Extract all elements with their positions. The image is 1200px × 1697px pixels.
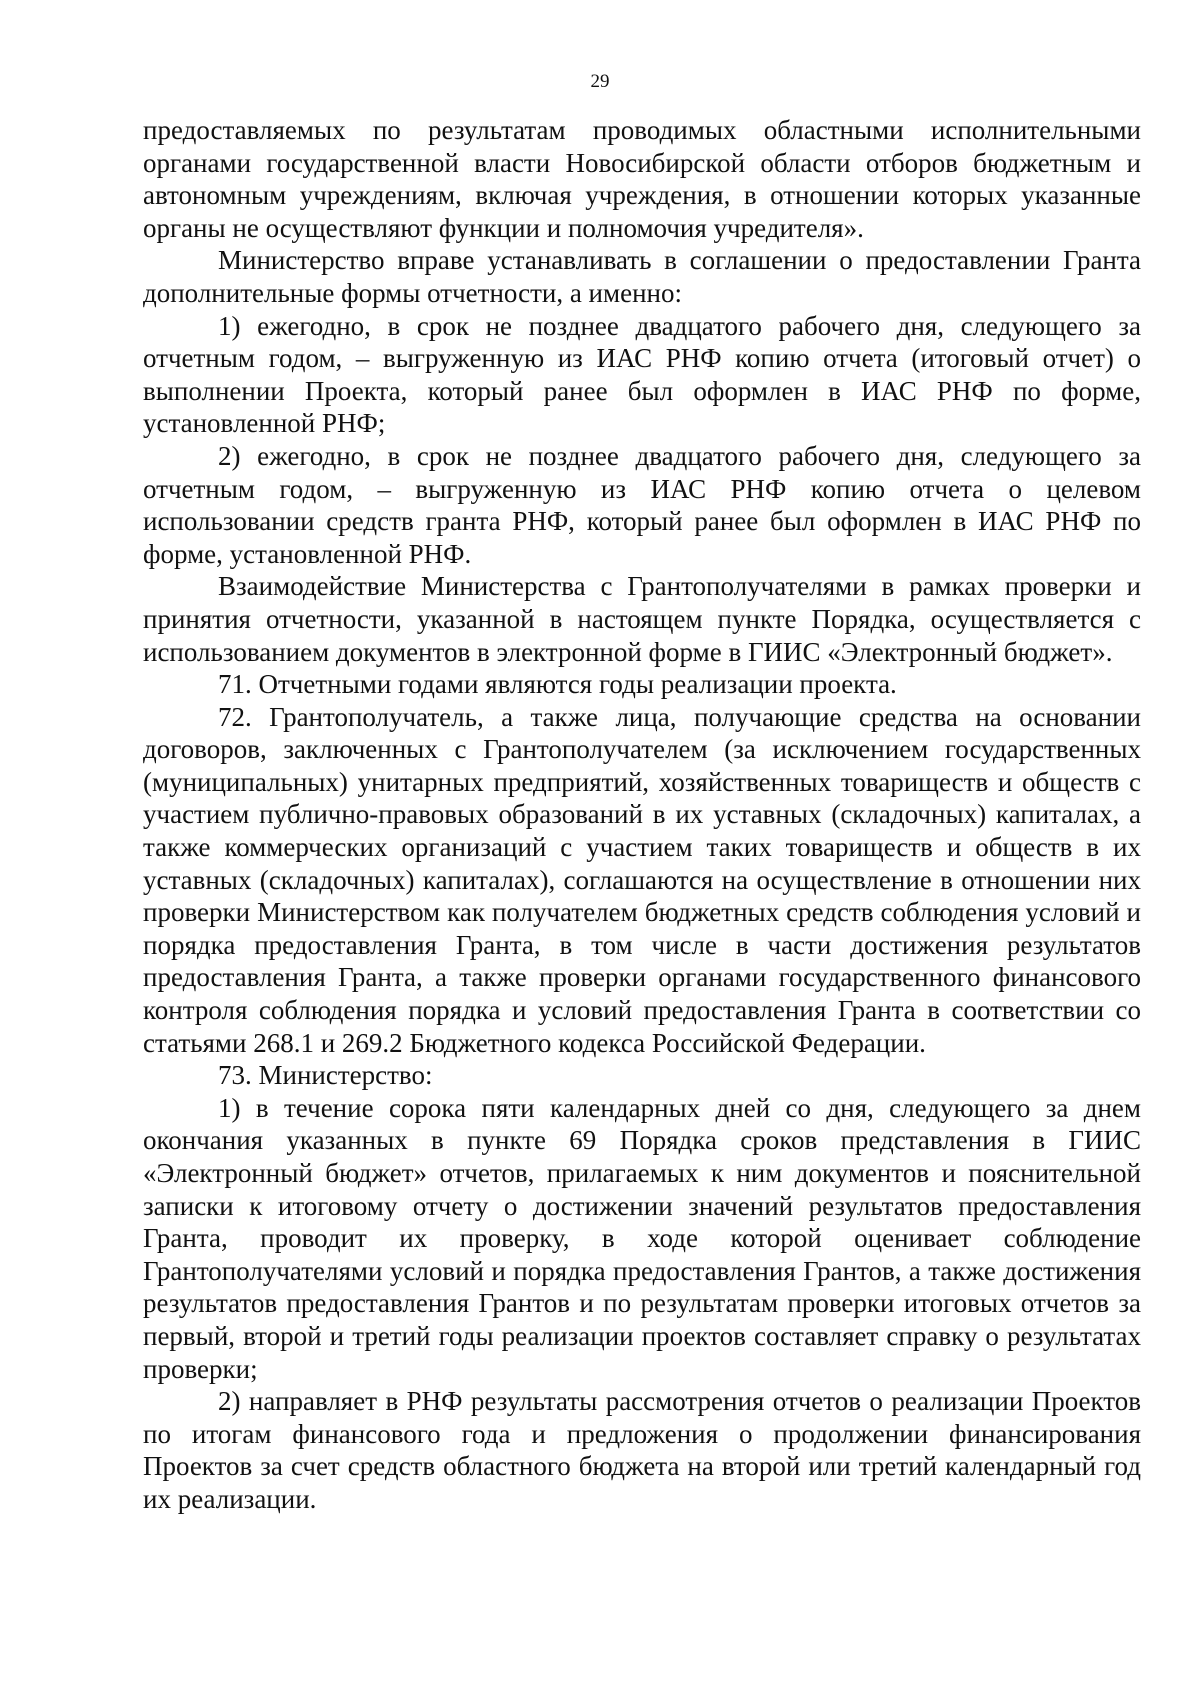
paragraph-item-2-funds-report: 2) ежегодно, в срок не позднее двадцатого рабочего дня, следующего за отчетным годом, – выгруженную из ИАС РНФ копию отчета о целевом использовании средств гранта РНФ, который ранее был оформлен в ИАС РНФ по форме, установленной РНФ. <box>143 440 1141 569</box>
paragraph-clause-73: 73. Министерство: <box>218 1060 433 1091</box>
page-number: 29 <box>590 71 610 92</box>
paragraph-reporting-forms: Министерство вправе устанавливать в соглашении о предоставлении Гранта дополнительные формы отчетности, а именно: <box>143 245 1141 308</box>
paragraph-clause-73-item-2: 2) направляет в РНФ результаты рассмотрения отчетов о реализации Проектов по итогам финансового года и предложения о продолжении финансирования Проектов за счет средств областного бюджета на второй или третий календарный год их реализации. <box>143 1386 1141 1514</box>
paragraph-interaction: Взаимодействие Министерства с Грантополучателями в рамках проверки и принятия отчетности, указанной в настоящем пункте Порядка, осуществляется с использованием документов в электронной форме в ГИИС «Электронный бюджет». <box>143 571 1141 667</box>
paragraph-clause-72: 72. Грантополучатель, а также лица, получающие средства на основании договоров, заключенных с Грантополучателем (за исключением государственных (муниципальных) унитарных предприятий, хозяйственных товариществ и обществ с участием публично-правовых образований в их уставных (складочных) капиталах, а также коммерческих организаций с участием таких товариществ и обществ в их уставных (складочных) капиталах), соглашаются на осуществление в отношении них проверки Министерством как получателем бюджетных средств соблюдения условий и порядка предоставления Гранта, в том числе в части достижения результатов предоставления Гранта, а также проверки органами государственного финансового контроля соблюдения порядка и условий предоставления Гранта в соответствии со статьями 268.1 и 269.2 Бюджетного кодекса Российской Федерации. <box>143 701 1141 1058</box>
paragraph-clause-73-item-1: 1) в течение сорока пяти календарных дней со дня, следующего за днем окончания указанных в пункте 69 Порядка сроков представления в ГИИС «Электронный бюджет» отчетов, прилагаемых к ним документов и пояснительной записки к итоговому отчету о достижении значений результатов предоставления Гранта, проводит их проверку, в ходе которой оценивает соблюдение Грантополучателями условий и порядка предоставления Грантов, а также достижения результатов предоставления Грантов и по результатам проверки итоговых отчетов за первый, второй и третий годы реализации проектов составляет справку о результатах проверки; <box>143 1092 1141 1384</box>
paragraph-item-1-final-report: 1) ежегодно, в срок не позднее двадцатого рабочего дня, следующего за отчетным годом, – выгруженную из ИАС РНФ копию отчета (итоговый отчет) о выполнении Проекта, который ранее был оформлен в ИАС РНФ по форме, установленной РНФ; <box>143 310 1141 439</box>
paragraph-clause-71: 71. Отчетными годами являются годы реализации проекта. <box>218 669 897 700</box>
document-body <box>143 114 1141 1516</box>
paragraph-continuation: предоставляемых по результатам проводимых областными исполнительными органами государственной власти Новосибирской области отборов бюджетным и автономным учреждениям, включая учреждения, в отношении которых указанные органы не осуществляют функции и полномочия учредителя». <box>143 115 1141 243</box>
